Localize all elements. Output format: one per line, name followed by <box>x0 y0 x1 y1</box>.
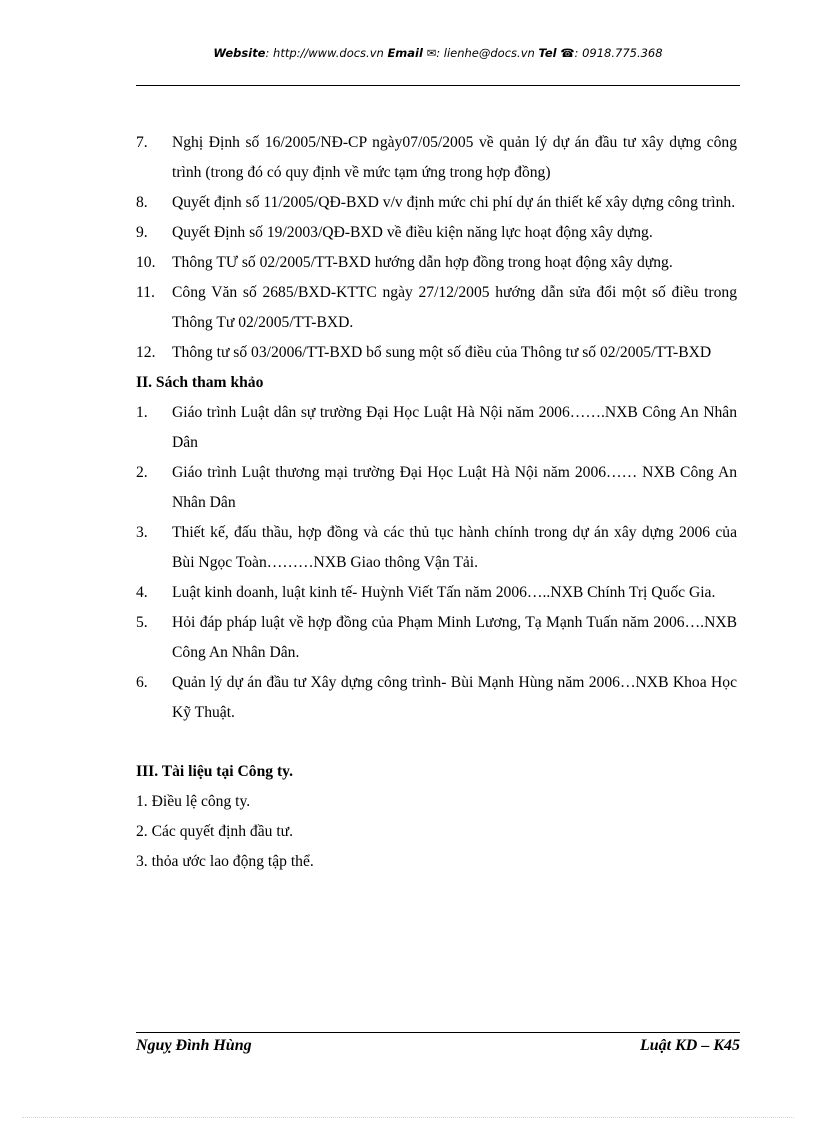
phone-icon: ☎ <box>560 46 575 60</box>
list-item: 11. Công Văn số 2685/BXD-KTTC ngày 27/12/2005 hướng dẫn sửa đổi một số điều trong Thông Tư 02/2005/TT-BXD. <box>136 284 737 331</box>
email-icon: ✉ <box>426 46 437 60</box>
document-body <box>136 128 737 877</box>
list-item: 8. Quyết định số 11/2005/QĐ-BXD v/v định mức chi phí dự án thiết kế xây dựng công trình. <box>136 194 736 211</box>
header-divider <box>136 85 740 86</box>
list-item: 1. Giáo trình Luật dân sự trường Đại Học Luật Hà Nội năm 2006…….NXB Công An Nhân Dân <box>136 404 737 451</box>
list-item: 7. Nghị Định số 16/2005/NĐ-CP ngày07/05/2005 về quản lý dự án đầu tư xây dựng công trình (trong đó có quy định về mức tạm ứng trong hợp đồng) <box>136 134 737 181</box>
list-item: 1. Điều lệ công ty. <box>136 793 251 810</box>
list-item: 12. Thông tư số 03/2006/TT-BXD bổ sung một số điều của Thông tư số 02/2005/TT-BXD <box>136 344 712 361</box>
section-heading-references: II. Sách tham khảo <box>136 374 264 391</box>
footer-divider <box>136 1032 740 1033</box>
list-item: 2. Các quyết định đầu tư. <box>136 823 293 840</box>
list-item: 9. Quyết Định số 19/2003/QĐ-BXD về điều kiện năng lực hoạt động xây dựng. <box>136 224 653 241</box>
footer-class: Luật KD – K45 <box>639 1037 740 1054</box>
footer-author: Nguỵ Đình Hùng <box>136 1037 252 1054</box>
list-item: 5. Hỏi đáp pháp luật về hợp đồng của Phạm Minh Lương, Tạ Mạnh Tuấn năm 2006….NXB Công An Nhân Dân. <box>136 614 737 661</box>
list-item: 3. Thiết kế, đấu thầu, hợp đồng và các thủ tục hành chính trong dự án xây dựng 2006 của Bùi Ngọc Toàn………NXB Giao thông Vận Tải. <box>136 524 737 571</box>
email-label: Email <box>387 46 423 60</box>
website-label: Website <box>213 46 266 60</box>
email-address[interactable]: : lienhe@docs.vn <box>436 46 535 60</box>
website-url[interactable]: : http://www.docs.vn <box>265 46 384 60</box>
section-heading-company-docs: III. Tài liệu tại Công ty. <box>136 763 293 780</box>
list-item: 3. thỏa ước lao động tập thể. <box>136 853 314 870</box>
page-edge <box>22 1117 794 1118</box>
page-footer <box>136 1037 740 1055</box>
list-item: 6. Quản lý dự án đầu tư Xây dựng công trình- Bùi Mạnh Hùng năm 2006…NXB Khoa Học Kỹ Thuật. <box>136 674 737 721</box>
list-item: 2. Giáo trình Luật thương mại trường Đại Học Luật Hà Nội năm 2006…… NXB Công An Nhân Dân <box>136 464 737 511</box>
tel-label: Tel <box>538 46 557 60</box>
page-header <box>136 46 740 60</box>
list-item: 4. Luật kinh doanh, luật kinh tế- Huỳnh Viết Tấn năm 2006…..NXB Chính Trị Quốc Gia. <box>136 584 716 601</box>
list-item: 10. Thông TƯ số 02/2005/TT-BXD hướng dẫn hợp đồng trong hoạt động xây dựng. <box>136 254 673 271</box>
tel-number: : 0918.775.368 <box>574 46 663 60</box>
